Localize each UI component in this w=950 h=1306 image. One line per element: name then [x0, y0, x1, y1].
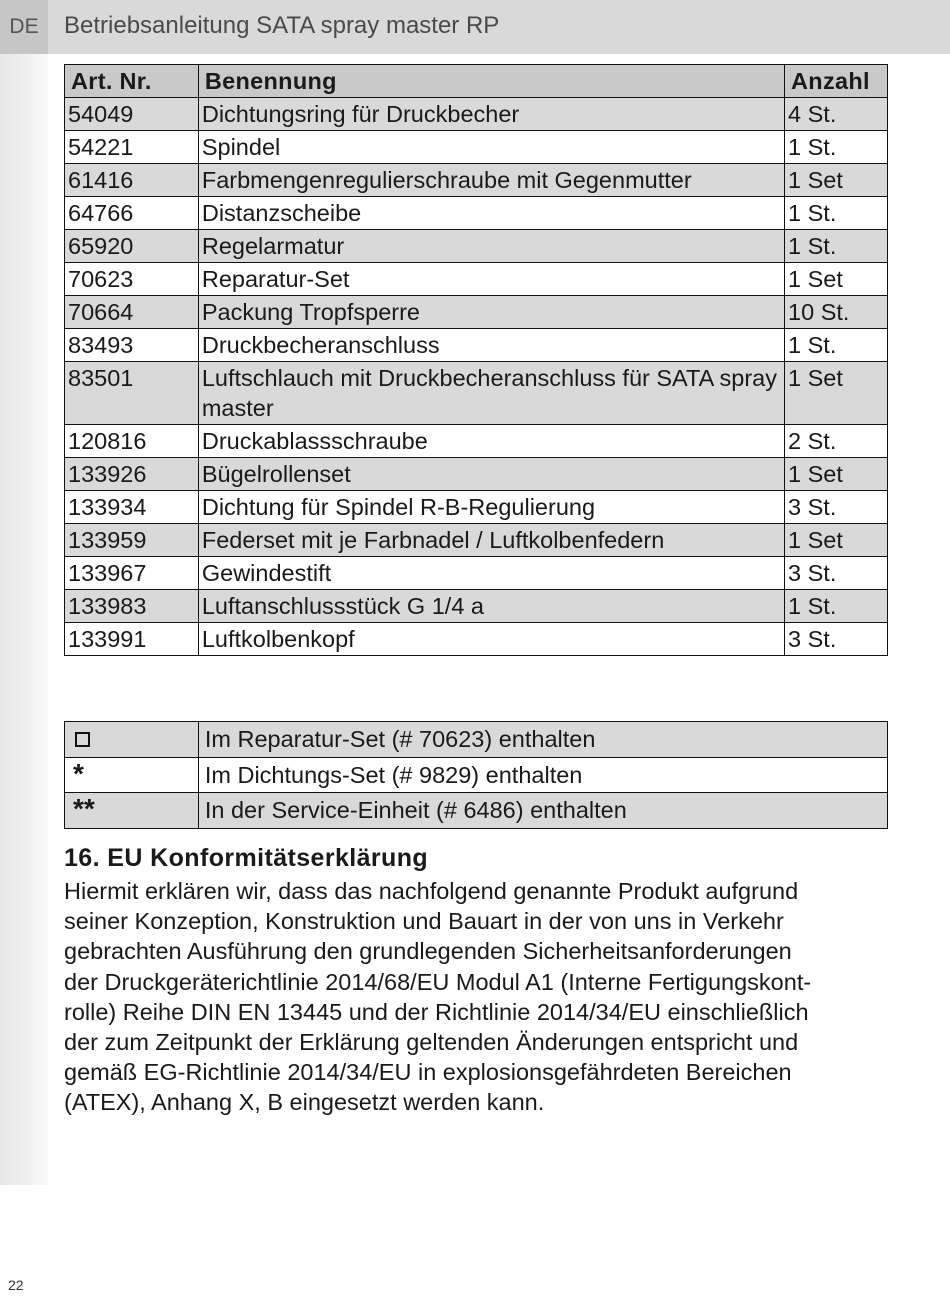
art-nr-cell: 64766: [65, 197, 199, 230]
benennung-cell: Dichtungsring für Druckbecher: [198, 98, 784, 131]
anzahl-cell: 3 St.: [785, 491, 888, 524]
art-nr-cell: 54049: [65, 98, 199, 131]
table-row: [65, 230, 888, 263]
benennung-cell: Druckablassschraube: [198, 425, 784, 458]
anzahl-cell: 3 St.: [785, 623, 888, 656]
art-nr-cell: 61416: [65, 164, 199, 197]
art-nr-cell: 70664: [65, 296, 199, 329]
table-row: [65, 164, 888, 197]
section-body: [64, 876, 884, 1118]
section-heading: 16. EU Konformitätserklärung: [64, 844, 429, 872]
legend-symbol-cell: [65, 757, 199, 793]
table-row: [65, 296, 888, 329]
legend-text: Im Reparatur-Set (# 70623) enthalten: [198, 722, 887, 758]
document-title: Betriebsanleitung SATA spray master RP: [64, 12, 500, 39]
art-nr-cell: 70623: [65, 263, 199, 296]
legend-table: [64, 721, 888, 829]
table-row: [65, 98, 888, 131]
art-nr-cell: 65920: [65, 230, 199, 263]
body-line: rolle) Reihe DIN EN 13445 und der Richtlinie 2014/34/EU einschließlich: [64, 998, 809, 1025]
benennung-cell: Farbmengenregulierschraube mit Gegenmutter: [198, 164, 784, 197]
legend-text: In der Service-Einheit (# 6486) enthalten: [198, 793, 887, 829]
table-row: [65, 590, 888, 623]
benennung-cell: Bügelrollenset: [198, 458, 784, 491]
table-row: [65, 263, 888, 296]
anzahl-cell: 10 St.: [785, 296, 888, 329]
parts-table: [64, 64, 888, 656]
art-nr-cell: 120816: [65, 425, 199, 458]
legend-symbol-cell: [65, 793, 199, 829]
table-row: [65, 197, 888, 230]
table-row: [65, 362, 888, 425]
table-row: [65, 425, 888, 458]
anzahl-cell: 1 Set: [785, 263, 888, 296]
star-symbol-icon: *: [73, 757, 84, 789]
benennung-cell: Regelarmatur: [198, 230, 784, 263]
anzahl-cell: 2 St.: [785, 425, 888, 458]
table-row: [65, 557, 888, 590]
benennung-cell: Dichtung für Spindel R-B-Regulierung: [198, 491, 784, 524]
anzahl-cell: 1 St.: [785, 329, 888, 362]
art-nr-cell: 133959: [65, 524, 199, 557]
column-header-anzahl: Anzahl: [785, 65, 888, 98]
anzahl-cell: 1 St.: [785, 590, 888, 623]
legend-text: Im Dichtungs-Set (# 9829) enthalten: [198, 757, 887, 793]
art-nr-cell: 133926: [65, 458, 199, 491]
legend-row: [65, 757, 888, 793]
anzahl-cell: 1 St.: [785, 230, 888, 263]
benennung-cell: Federset mit je Farbnadel / Luftkolbenfedern: [198, 524, 784, 557]
column-header-art-nr: Art. Nr.: [65, 65, 199, 98]
table-row: [65, 524, 888, 557]
art-nr-cell: 133934: [65, 491, 199, 524]
body-line: Hiermit erklären wir, dass das nachfolgend genannte Produkt aufgrund: [64, 878, 799, 904]
benennung-cell: Luftkolbenkopf: [198, 623, 784, 656]
body-line: (ATEX), Anhang X, B eingesetzt werden kann.: [64, 1089, 545, 1116]
benennung-cell: Reparatur-Set: [198, 263, 784, 296]
page-number: 22: [8, 1277, 24, 1293]
benennung-cell: Druckbecheranschluss: [198, 329, 784, 362]
table-row: [65, 491, 888, 524]
benennung-cell: Spindel: [198, 131, 784, 164]
body-line: der zum Zeitpunkt der Erklärung geltenden Änderungen entspricht und: [64, 1029, 799, 1056]
benennung-cell: Distanzscheibe: [198, 197, 784, 230]
page-side-strip: [0, 0, 48, 1185]
language-tab: DE: [0, 0, 48, 54]
art-nr-cell: 54221: [65, 131, 199, 164]
art-nr-cell: 133967: [65, 557, 199, 590]
body-line: seiner Konzeption, Konstruktion und Bauart in der von uns in Verkehr: [64, 908, 784, 935]
body-line: gebrachten Ausführung den grundlegenden Sicherheitsanforderungen: [64, 938, 792, 965]
anzahl-cell: 1 St.: [785, 131, 888, 164]
benennung-cell: Luftschlauch mit Druckbecheranschluss für SATA spray master: [198, 362, 784, 425]
anzahl-cell: 4 St.: [785, 98, 888, 131]
anzahl-cell: 3 St.: [785, 557, 888, 590]
legend-symbol-cell: [65, 722, 199, 758]
legend-row: [65, 722, 888, 758]
body-line: gemäß EG-Richtlinie 2014/34/EU in explosionsgefährdeten Bereichen: [64, 1059, 792, 1086]
table-row: [65, 458, 888, 491]
table-row: [65, 623, 888, 656]
benennung-cell: Luftanschlussstück G 1/4 a: [198, 590, 784, 623]
anzahl-cell: 1 St.: [785, 197, 888, 230]
anzahl-cell: 1 Set: [785, 458, 888, 491]
art-nr-cell: 83501: [65, 362, 199, 425]
benennung-cell: Packung Tropfsperre: [198, 296, 784, 329]
parts-table-header: [65, 65, 888, 98]
table-row: [65, 131, 888, 164]
table-row: [65, 329, 888, 362]
double-star-symbol-icon: **: [73, 793, 95, 825]
legend-row: [65, 793, 888, 829]
art-nr-cell: 133991: [65, 623, 199, 656]
anzahl-cell: 1 Set: [785, 362, 888, 425]
anzahl-cell: 1 Set: [785, 524, 888, 557]
column-header-benennung: Benennung: [198, 65, 784, 98]
body-line: der Druckgeräterichtlinie 2014/68/EU Modul A1 (Interne Fertigungskont-: [64, 968, 812, 995]
art-nr-cell: 83493: [65, 329, 199, 362]
anzahl-cell: 1 Set: [785, 164, 888, 197]
art-nr-cell: 133983: [65, 590, 199, 623]
benennung-cell: Gewindestift: [198, 557, 784, 590]
square-symbol-icon: [75, 732, 90, 747]
